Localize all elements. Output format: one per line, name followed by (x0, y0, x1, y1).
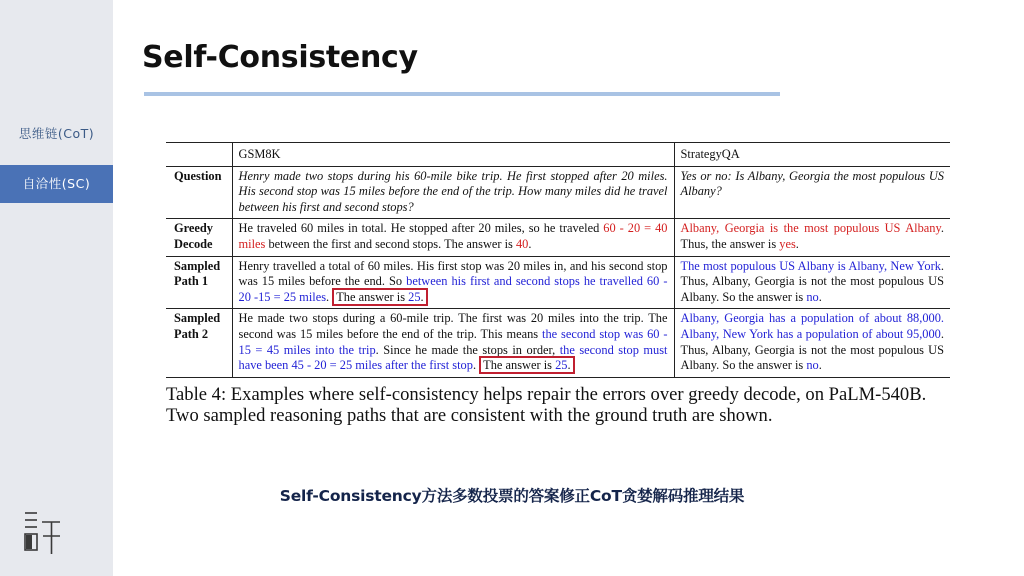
path-reasoning-text: the second stop must have been 45 - 20 = 25 miles after the first stop (238, 342, 668, 373)
greedy-text: . (795, 236, 799, 251)
row-label-line: Decode (174, 236, 213, 251)
examples-table (166, 142, 950, 378)
path-text: . Thus, Albany, Georgia is not the most populous US Albany. So the answer is (680, 326, 944, 373)
table-caption: Table 4: Examples where self-consistency helps repair the errors over greedy decode, on PaLM-540B. Two sampled reasoning paths that are consistent with the ground truth are shown. (166, 383, 927, 426)
path-answer: 25 (408, 289, 421, 304)
answer-period: . (567, 358, 571, 373)
answer-period: . (420, 289, 424, 304)
gsm8k-path2 (232, 309, 674, 377)
gsm8k-question-text: Henry made two stops during his 60-mile bike trip. He first stopped after 20 miles. His second stop was 15 miles before the end of the trip. How many miles did he travel between his first and second stops? (238, 168, 668, 214)
row-label-path1 (166, 256, 232, 309)
path-text: . Since he made the stops in order, (375, 342, 560, 357)
title-underline (144, 92, 780, 96)
strategyqa-question-text: Yes or no: Is Albany, Georgia the most populous US Albany? (680, 168, 944, 199)
logo-icon (22, 510, 62, 556)
strategyqa-path2 (674, 309, 950, 377)
row-label-line: Path 1 (174, 274, 209, 289)
path-text: . (472, 358, 480, 373)
gsm8k-question (232, 166, 674, 219)
sidebar-item-cot[interactable]: 思维链(CoT) (18, 126, 95, 141)
path-text: . (818, 289, 822, 304)
table-row-path2 (166, 309, 950, 377)
gsm8k-path1 (232, 256, 674, 309)
path-text: . Thus, Albany, Georgia is not the most populous US Albany. So the answer is (680, 258, 944, 304)
row-label-line: Sampled (174, 258, 221, 273)
greedy-text: . (528, 236, 532, 251)
column-header-gsm8k: GSM8K (232, 143, 674, 167)
path-reasoning-text: Albany, Georgia has a population of about 88,000. Albany, New York has a population of about 95,000 (680, 311, 944, 341)
greedy-error-text: Albany, Georgia is the most populous US Albany (680, 221, 941, 236)
column-header-strategyqa: StrategyQA (674, 143, 950, 167)
table-header-row (166, 143, 950, 167)
example-figure (166, 142, 950, 426)
greedy-text: He traveled 60 miles in total. He stopped after 20 miles, so he traveled (238, 221, 604, 236)
slide-subtitle: Self-Consistency方法多数投票的答案修正CoT贪婪解码推理结果 (279, 487, 745, 505)
greedy-answer: yes (779, 236, 796, 251)
row-label-line: Sampled (174, 311, 221, 326)
path-reasoning-text: the second stop was 60 - 15 = 45 miles into the trip (238, 326, 668, 357)
row-label-line: Path 2 (174, 326, 209, 341)
table-row-path1 (166, 256, 950, 309)
answer-prefix: The answer is (336, 289, 409, 304)
row-label-line: Greedy (174, 221, 213, 236)
sidebar-item-sc[interactable]: 自洽性(SC) (0, 165, 113, 203)
greedy-text: . Thus, the answer is (680, 221, 944, 251)
gsm8k-greedy (232, 219, 674, 256)
row-label-greedy (166, 219, 232, 256)
row-label-question: Question (166, 166, 232, 219)
answer-prefix: The answer is (483, 358, 556, 373)
path-text: He made two stops during a 60-mile trip. The first was 20 miles into the trip. The second was 15 miles before the end of the trip. This means (238, 311, 668, 341)
path-answer: no (806, 358, 819, 373)
path-answer: 25 (555, 358, 568, 373)
row-label-path2 (166, 309, 232, 377)
greedy-error-text: 60 - 20 = 40 miles (238, 221, 668, 251)
greedy-text: between the first and second stops. The answer is (265, 236, 516, 251)
path-text: . (326, 289, 333, 304)
greedy-answer: 40 (515, 236, 529, 251)
path-answer: no (806, 289, 819, 304)
path-reasoning-text: The most populous US Albany is Albany, New York (680, 258, 941, 273)
path-text: . (818, 358, 822, 373)
strategyqa-question (674, 166, 950, 219)
answer-box (479, 356, 574, 374)
path-text: Henry travelled a total of 60 miles. His first stop was 20 miles in, and his second stop was 15 miles before the end. So (238, 258, 668, 289)
table-row-question (166, 166, 950, 219)
header-empty-cell (166, 143, 232, 167)
slide-title: Self-Consistency (142, 40, 418, 75)
strategyqa-greedy (674, 219, 950, 256)
strategyqa-path1 (674, 256, 950, 309)
answer-box (332, 288, 427, 306)
table-row-greedy (166, 219, 950, 256)
path-reasoning-text: between his first and second stops he travelled 60 - 20 -15 = 25 miles (238, 274, 668, 304)
